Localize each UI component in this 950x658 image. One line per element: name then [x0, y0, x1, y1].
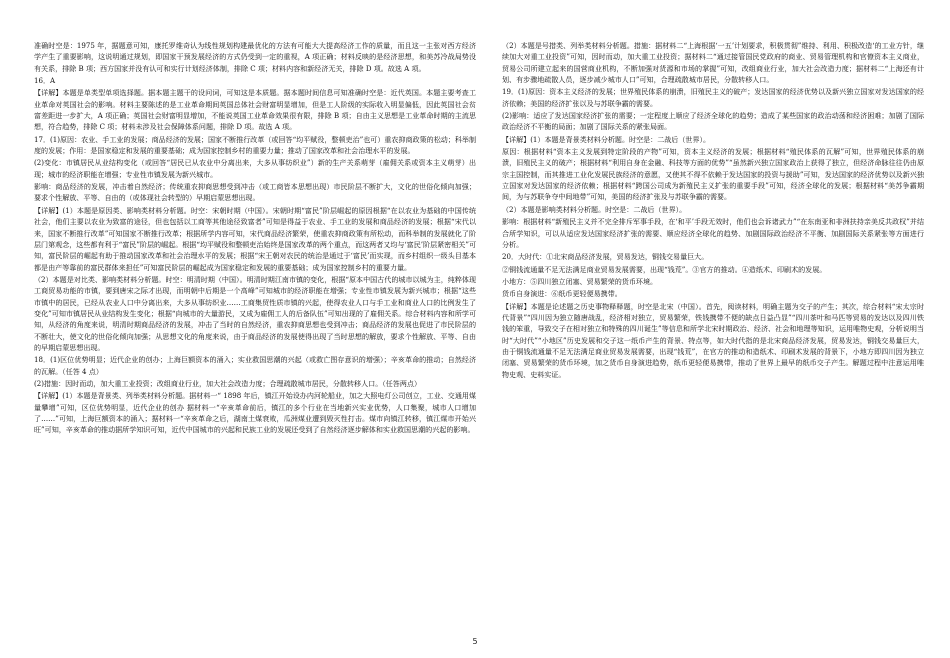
- left-paragraph: 【详解】(1）本题是背景类、列举类材料分析题。据材料一“ 1898 年后，镇江开始设办内河轮船业，加之大照电灯公司创立，工业、交通用煤量攀增”可知，区位优势明显，近代企业的创办 据材料一“辛亥革命前后，镇江的多个行业在当地新兴实业优势，人口集聚，城市人口增加了……”可知，上海巨额资本的涌入；据材料一“辛亥革命之后，湖南土煤衰败，瓜洲煤业遭到毁灭性打击。煤市向镇江转移，镇江煤市开始兴旺”可知，辛亥革命的推动据所学知识可知，近代中国城市的兴起和民族工业的发展还受到了自然经济逐步解体和实业救国思潮的兴起的影响。: [34, 391, 476, 435]
- right-paragraph: （2）本题是影响类材料分析题。时空是：二战后（世界）。: [502, 204, 687, 214]
- page-number: 5: [472, 637, 478, 646]
- right-paragraph: 影响：根据材料“新殖民主义并不完全排斥军事手段，在‘和平’手段无效时，他们也会诉诸武力”“在东南亚和非洲扶持亲美反共政权”并结合所学知识，可以从适应发达国家经济扩张的需要、顺应经济全球化的趋势、加剧国际政治经济不平衡、加剧国际关系紧张等方面进行分析。: [502, 217, 924, 249]
- left-paragraph: （2）本题是对比类、影响类材料分析题。时空：明清时期（中国）。明清时期江南市镇的变化，根据“原本中国古代的城市以城为主，纯粹体现工商贸易功能的市镇，要到唐宋之际才出现，而明朝中后期是一个高峰”可知城市的经济职能在增强；专业性市镇发展为新兴城市；根据“这些市镇中的居民，已经从农业人口中分离出来，大多从事纺织业……工商集贸性质市镇的兴起，使得农业人口与手工业和商业人口的比例发生了变化”可知市镇居民从业结构发生变化；根据“向城市的大量游民，又成为雇佣工人的后备队伍”可知出现的了雇佣关系。综合材料内容和所学可知，从经济的角度来说，明清时期商品经济的发展，冲击了当时的自然经济，重农抑商思想也受到冲击；商品经济的发展也促进了市民阶层的不断壮大，使文化的世俗化倾向加强；从思想文化的角度来说，由于商品经济的发展使得出现了当时思想的解放，要求个性解放、平等、自由的早期启蒙思想出现。: [34, 274, 476, 352]
- left-paragraph: 17．(1)原因：农业、手工业的发展；商品经济的发展；国家不断推行改革（或回答“均平赋役，整顿吏治”也可）重农抑商政策的松动；科举制度的发展；作用：是国家稳定和发展的重要基础；成为国家控制乡村的重要力量；推动了国家改革和社会治理水平的发展。: [34, 134, 476, 156]
- right-paragraph: 20．大时代：①北宋商品经济发展，贸易发达，铜钱交易量巨大。: [502, 252, 709, 262]
- left-paragraph: 【详解】(1）本题是原因类、影响类材料分析题。时空：宋朝时期（中国）。宋朝时期“富民”阶层崛起的原因根据“在以农业为基础的中国传统社会，他们主要以农业为致富的途径，但也包括以工商等其他途径致富者”可知是得益于农业、手工业的发展和商品经济的发展；根据“宋代以来，国家不断推行改革”可知国家不断推行改革；根据所学内容可知，宋代商品经济繁荣，使重农抑商政策有所松动，而科举制的发展就化了阶层门第观念，这些都有利于“富民”阶层的崛起。根据“均平赋役和整顿吏治始终是国家改革的两个重点，而这两者又均与‘富民’阶层紧密相关”可知，富民阶层的崛起有助于推动国家改革和社会治理水平的发展；根据“宋王朝对农民的统治是通过于‘富民’而实现，而乡村组织一级头目基本都是由产等靠前的富民群体来担任”可知富民阶层的崛起成为国家稳定和发展的重要基础；成为国家控制乡村的重要力量。: [34, 205, 476, 272]
- left-column: [34, 40, 476, 618]
- right-paragraph: 货币自身演进：⑥纸币更轻便易携带。: [502, 289, 622, 299]
- left-paragraph: (2)措施：因时而动，加大重工业投资；改组商业行业，加大社会改造力度；合理疏散城市居民，分散转移人口。（任答两点）: [34, 378, 421, 388]
- left-paragraph: (2)变化：市镇居民从业结构变化（或回答“居民已从农业中分离出来，大多从事纺织业”）新的生产关系萌芽（雇佣关系或资本主义萌芽）出现；城市的经济职能在增强；专业性市镇发展为新兴城市。: [34, 158, 476, 179]
- right-paragraph: （2）本题是号措类、列举类材料分析题。措施：据材料二“上海根据‘一五’计划要求，积极贯彻”维持、利用、积极改造‘的工业方针，继续加大对重工业投资”可知，因时而动，加大重工业投资；据材料二“通过接管国民党政府的商业、贸易管理机构和官僚资本主义商业，贸易公司所建立起来的国营商业机构，不断加强对货源和市场的掌握”可知，改组商业行业，加大社会改造力度；据材料二“上海还有计划、有步骤地疏散人员，逐步减少城市人口”可知，合理疏散城市居民，分散转移人口。: [502, 41, 924, 85]
- left-paragraph: 18．(1)区位优势明显；近代企业的创办；上海巨额资本的涌入；实业救国思潮的兴起（或救亡图存意识的增强）；辛亥革命的推动；自然经济的瓦解。（任答 4 点）: [34, 355, 476, 376]
- left-paragraph: 影响：商品经济的发展，冲击着自然经济；传统重农抑商思想受到冲击（或工商皆本思想出现）市民阶层不断扩大，文化的世俗化倾向加强；要求个性解放、平等、自由的（或体现社会转型的）早期启蒙思想出现。: [34, 182, 476, 203]
- left-paragraph: 准确时空是：1975 年，据题意可知，康托罗维奇认为线性规划构建最优化的方法有可能大大提高经济工作的质量，而且这一主张对西方经济学产生了重要影响，这说明通过规划，即国家干预发展经济的方式仍受到一定的重视，A 项正确；材料反映的是经济思想，和美苏冷战局势没有关系，排除 B 项；西方国家并没有认可和实行计划经济体制，排除 C 项；材料内容和新经济无关，排除 D 项。故选 A 项。: [34, 41, 476, 73]
- right-paragraph: 【详解】(1）本题是背景类材料分析题。时空是：二战后（世界）。: [502, 134, 711, 144]
- right-paragraph: (2)影响：适应了发达国家经济扩张的需要；一定程度上顺应了经济全球化的趋势；造成了某些国家的政治动荡和经济困难；加剧了国际政治经济不平衡的局面；加剧了国际关系的紧张局面。: [502, 111, 924, 132]
- right-paragraph: ②铜钱流通量不足无法满足商业贸易发展需要，出现“钱荒”。③官方的推动。④造纸术、印刷术的发展。: [502, 264, 827, 274]
- right-paragraph: 小地方：⑤四川独立闭塞、贸易繁荣的货币环境。: [502, 276, 658, 286]
- right-paragraph: 原因：根据材料“资本主义发展到特定阶段的产物”可知，资本主义经济的发展；根据材料“殖民体系的瓦解”可知，世界殖民体系的崩溃，旧殖民主义的破产；根据材料“利用自身在金融、科技等方面的优势”“虽然新兴独立国家政治上获得了独立，但经济命脉往往仍由原宗主国控制，而其推进工业化发展民族经济的意愿，又使其不得不依赖于发达国家的投资与援助”可知，发达国家的经济优势以及新兴独立国家对发达国家的经济依赖；根据材料“跨国公司成为新殖民主义扩张的重要手段”可知，经济全球化的发展；根据材料“美苏争霸期间，为与苏联争夺中间地带”可知，美国的经济扩张及与苏联争霸的需要。: [502, 147, 924, 202]
- right-column: [502, 40, 924, 618]
- left-paragraph: 16．A: [34, 76, 56, 86]
- left-paragraph: 【详解】本题是单类型单项选择题。据本题主题干的设问词，可知这是本质题。据本题时间信息可知准确时空是：近代英国。本题主要考查工业革命对英国社会的影响。材料主要陈述的是工业革命期间英国总体社会财富明显增加，但是工人阶级的实际收入明显偏低，因此英国社会贫富差距进一步扩大，A 项正确；英国社会财富明显增加，不能说英国工业革命效果很有限，排除 B 项；自由主义思想是工业革命时期的主流思想，符合趋势，排除 C 项；材料未涉及社会保障体系问题，排除 D 项。故选 A 项。: [34, 88, 476, 132]
- right-paragraph: 19．(1)原因：资本主义经济的发展；世界殖民体系的崩溃，旧殖民主义的破产；发达国家的经济优势以及新兴独立国家对发达国家的经济依赖；美国的经济扩张以及与苏联争霸的需要。: [502, 87, 924, 108]
- right-paragraph: 【详解】本题是论述题之历史事物释释题，时空是北宋（中国）。首先，阅读材料，明确主题为交子的产生；其次，综合材料“宋太宗时代背景”“四川因为独立随唐战乱，经济相对独立，贸易繁荣，铁钱携带不便的缺点日益凸显”“四川茶叶和马匹等贸易的发达以及四川铁钱的笨重，导致交子在相对独立和特殊的四川诞生”等信息和所学北宋时期政治、经济、社会和地理等知识，运用唯物史观，分析说明当时“大时代”“小地区”历史发展和交子这一纸币产生的背景、特点等，如大时代指的是北宋商品经济发展，贸易发达，铜钱交易量巨大，由于铜钱流通量不足无法满足商业贸易发展需要，出现“钱荒”，在官方的推动和造纸术、印刷术发展的背景下，小地方即四川因为独立闭塞、贸易繁荣的货币环境，加之货币自身演进趋势，纸币更轻便易携带，推动了世界上最早的纸币交子产生。解题过程中注意运用唯物史观、史料实证。: [502, 301, 924, 379]
